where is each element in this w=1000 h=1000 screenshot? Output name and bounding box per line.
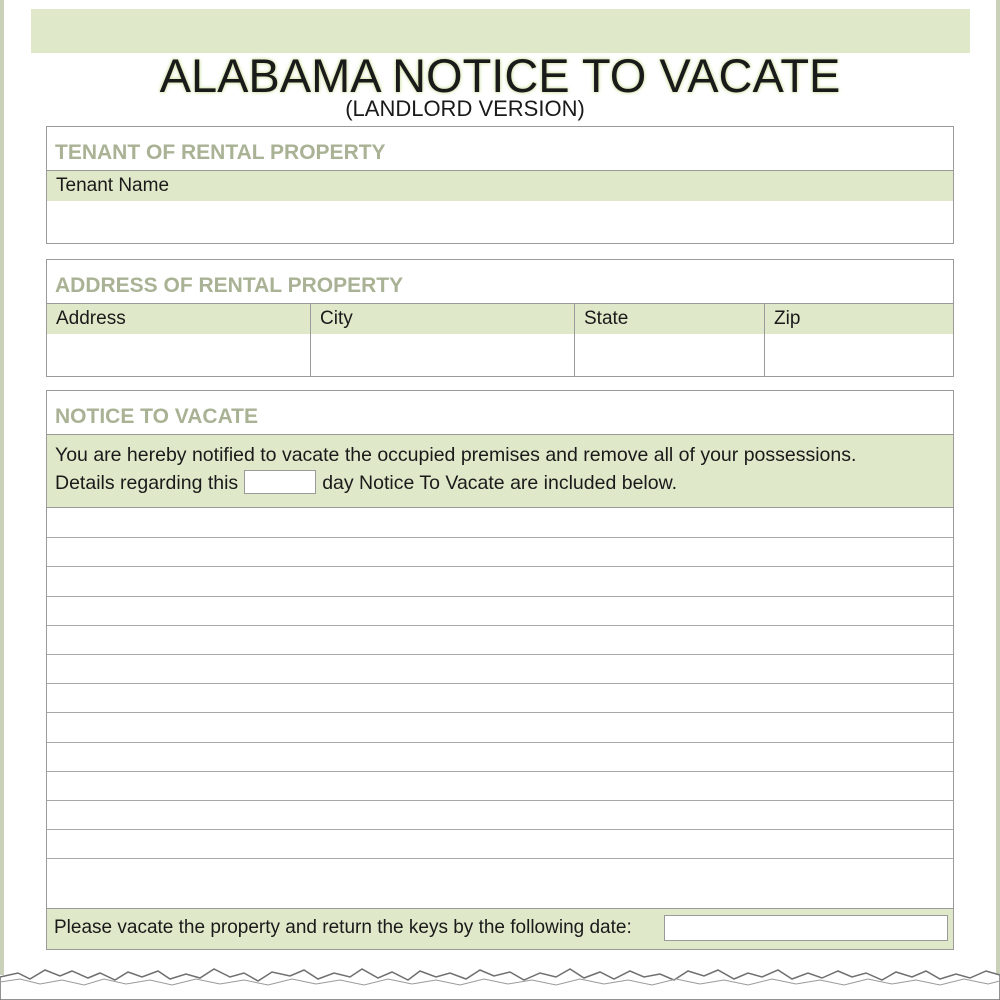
tenant-section xyxy=(46,126,954,244)
details-ruled-line xyxy=(47,712,953,713)
torn-edge xyxy=(0,955,1000,1000)
details-ruled-line xyxy=(47,800,953,801)
notice-statement xyxy=(47,435,953,508)
notice-line-2-before: Details regarding this xyxy=(55,472,239,494)
address-label-row xyxy=(47,304,953,334)
vacate-date-label: Please vacate the property and return the keys by the following date: xyxy=(54,917,632,938)
tenant-name-label: Tenant Name xyxy=(56,175,170,196)
document-title: ALABAMA NOTICE TO VACATE xyxy=(159,49,841,102)
tenant-input-row xyxy=(47,201,953,243)
state-label: State xyxy=(574,304,764,334)
details-ruled-line xyxy=(47,566,953,567)
header-band xyxy=(31,9,970,53)
notice-line-2 xyxy=(55,469,945,497)
page-edge-left xyxy=(0,0,4,975)
state-field[interactable] xyxy=(574,334,764,376)
tenant-name-field[interactable] xyxy=(47,201,953,243)
details-ruled-line xyxy=(47,654,953,655)
city-label: City xyxy=(310,304,574,334)
details-ruled-line xyxy=(47,596,953,597)
address-field[interactable] xyxy=(47,334,310,376)
page-edge-right xyxy=(996,0,1000,975)
notice-days-field[interactable] xyxy=(244,470,316,494)
address-section xyxy=(46,259,954,377)
tenant-section-heading: TENANT OF RENTAL PROPERTY xyxy=(47,127,953,171)
details-ruled-line xyxy=(47,625,953,626)
notice-line-2-after: day Notice To Vacate are included below. xyxy=(322,472,678,494)
details-ruled-line xyxy=(47,771,953,772)
address-label: Address xyxy=(56,308,126,329)
notice-section-heading: NOTICE TO VACATE xyxy=(47,391,953,435)
tenant-label-row xyxy=(47,171,953,201)
details-ruled-line xyxy=(47,829,953,830)
document-subtitle: (LANDLORD VERSION) xyxy=(345,96,585,121)
vacate-date-row xyxy=(47,908,953,949)
city-field[interactable] xyxy=(310,334,574,376)
vacate-date-field[interactable] xyxy=(664,915,948,941)
notice-section xyxy=(46,390,954,950)
zip-field[interactable] xyxy=(764,334,953,376)
notice-line-1: You are hereby notified to vacate the occupied premises and remove all of your possessions. xyxy=(55,444,857,466)
details-ruled-line xyxy=(47,858,953,859)
notice-details-area[interactable] xyxy=(47,508,953,908)
details-ruled-line xyxy=(47,683,953,684)
details-ruled-line xyxy=(47,742,953,743)
details-ruled-line xyxy=(47,537,953,538)
address-section-heading: ADDRESS OF RENTAL PROPERTY xyxy=(47,260,953,304)
zip-label: Zip xyxy=(764,304,953,334)
address-input-row xyxy=(47,334,953,376)
